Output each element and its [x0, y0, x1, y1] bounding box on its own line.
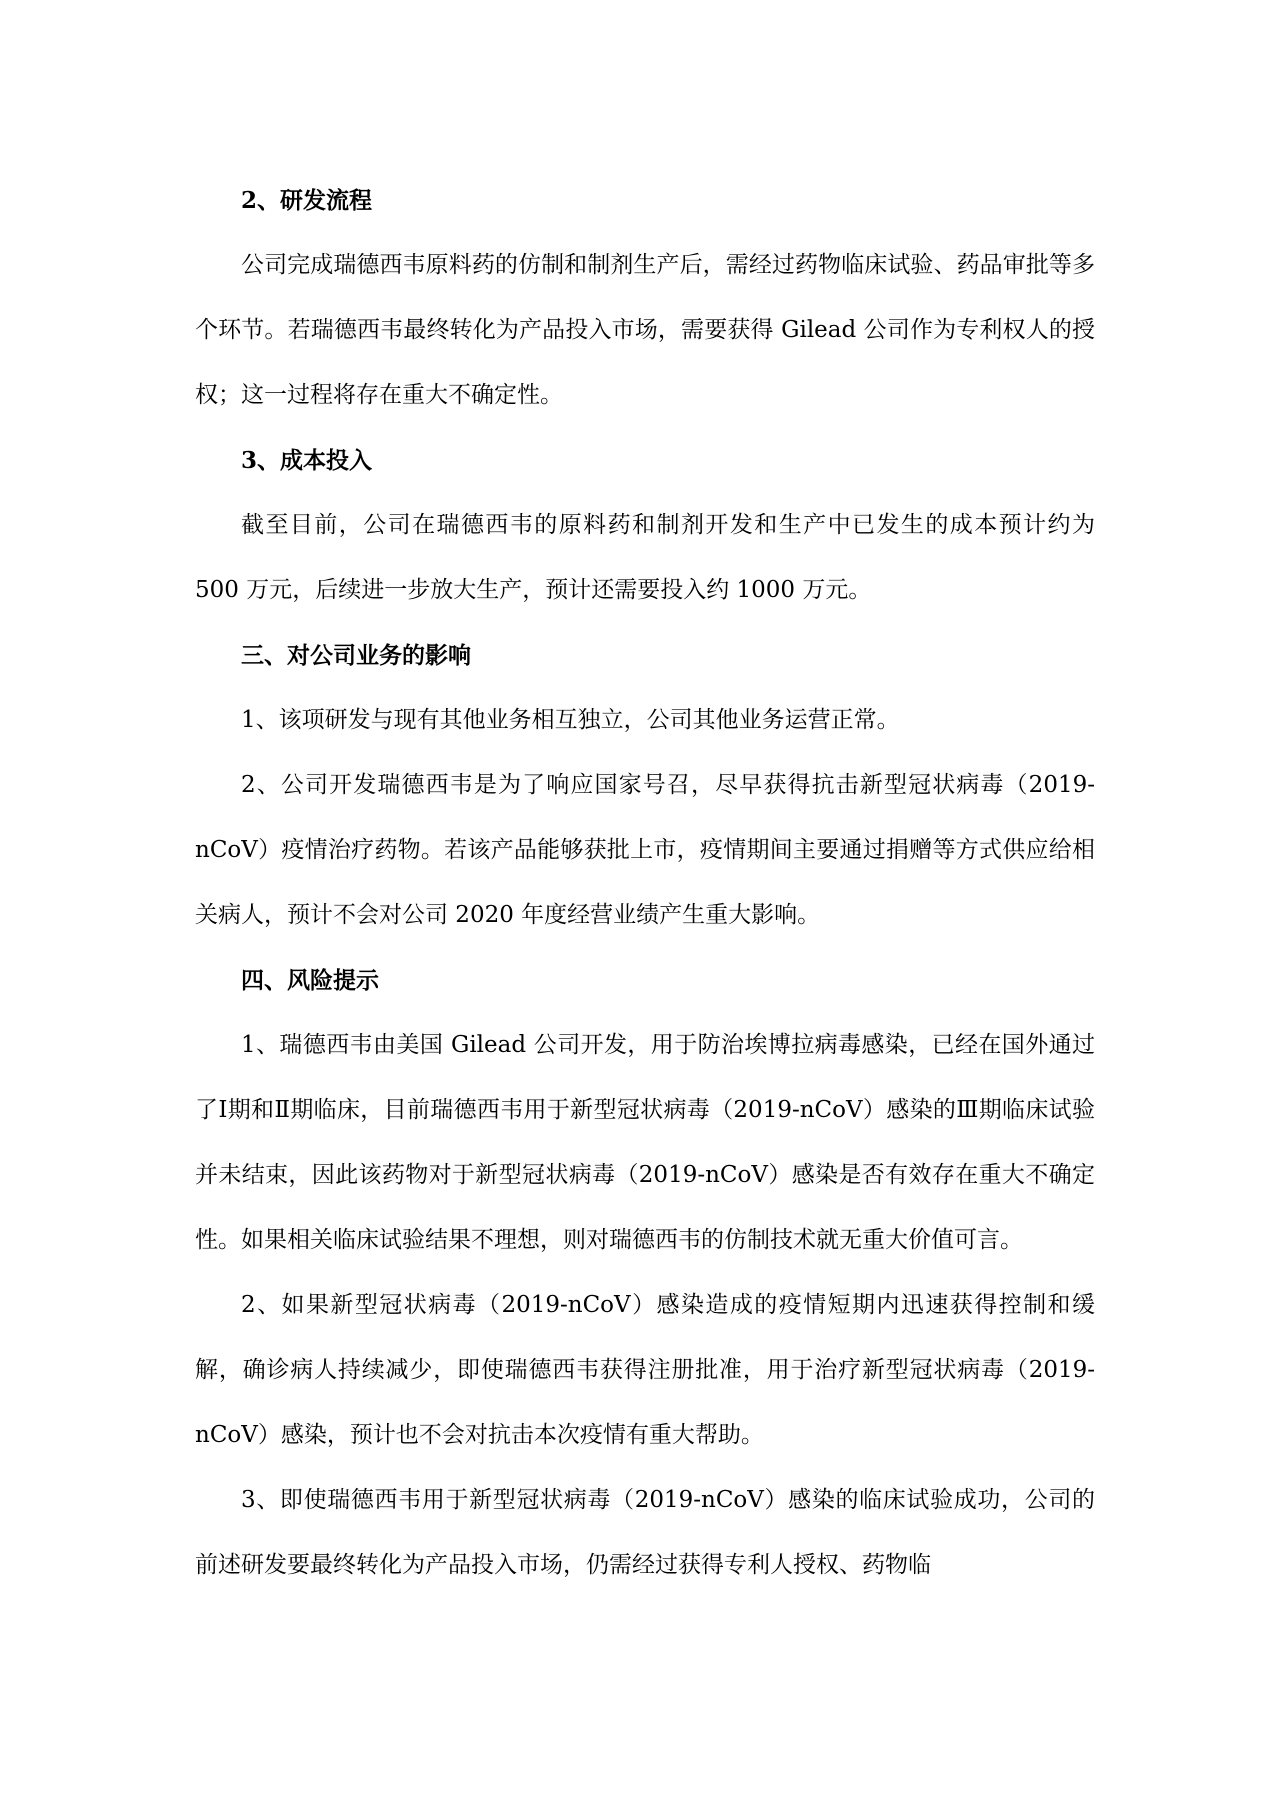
paragraph-risk-1: 1、瑞德西韦由美国 Gilead 公司开发，用于防治埃博拉病毒感染，已经在国外通过了Ⅰ期和Ⅱ期临床，目前瑞德西韦用于新型冠状病毒（2019-nCoV）感染的Ⅲ期临床试验并未结束，因此该药物对于新型冠状病毒（2019-nCoV）感染是否有效存在重大不确定性。如果相关临床试验结果不理想，则对瑞德西韦的仿制技术就无重大价值可言。 — [195, 1032, 1095, 1253]
paragraph-business-impact-2: 2、公司开发瑞德西韦是为了响应国家号召，尽早获得抗击新型冠状病毒（2019-nCoV）疫情治疗药物。若该产品能够获批上市，疫情期间主要通过捐赠等方式供应给相关病人，预计不会对公司 2020 年度经营业绩产生重大影响。 — [195, 772, 1095, 928]
document-page — [195, 168, 1095, 1598]
heading-cost-investment: 3、成本投入 — [241, 447, 373, 474]
paragraph-cost-investment: 截至目前，公司在瑞德西韦的原料药和制剂开发和生产中已发生的成本预计约为 500 万元，后续进一步放大生产，预计还需要投入约 1000 万元。 — [195, 512, 1095, 603]
paragraph-business-impact-1: 1、该项研发与现有其他业务相互独立，公司其他业务运营正常。 — [241, 707, 900, 733]
paragraph-risk-3: 3、即使瑞德西韦用于新型冠状病毒（2019-nCoV）感染的临床试验成功，公司的前述研发要最终转化为产品投入市场，仍需经过获得专利人授权、药物临 — [195, 1487, 1095, 1578]
heading-risk-warning: 四、风险提示 — [241, 967, 379, 994]
paragraph-risk-2: 2、如果新型冠状病毒（2019-nCoV）感染造成的疫情短期内迅速获得控制和缓解，确诊病人持续减少，即使瑞德西韦获得注册批准，用于治疗新型冠状病毒（2019-nCoV）感染，预计也不会对抗击本次疫情有重大帮助。 — [195, 1292, 1095, 1448]
heading-business-impact: 三、对公司业务的影响 — [241, 642, 471, 669]
paragraph-rd-process: 公司完成瑞德西韦原料药的仿制和制剂生产后，需经过药物临床试验、药品审批等多个环节。若瑞德西韦最终转化为产品投入市场，需要获得 Gilead 公司作为专利权人的授权；这一过程将存在重大不确定性。 — [195, 252, 1095, 408]
heading-rd-process: 2、研发流程 — [241, 187, 373, 214]
